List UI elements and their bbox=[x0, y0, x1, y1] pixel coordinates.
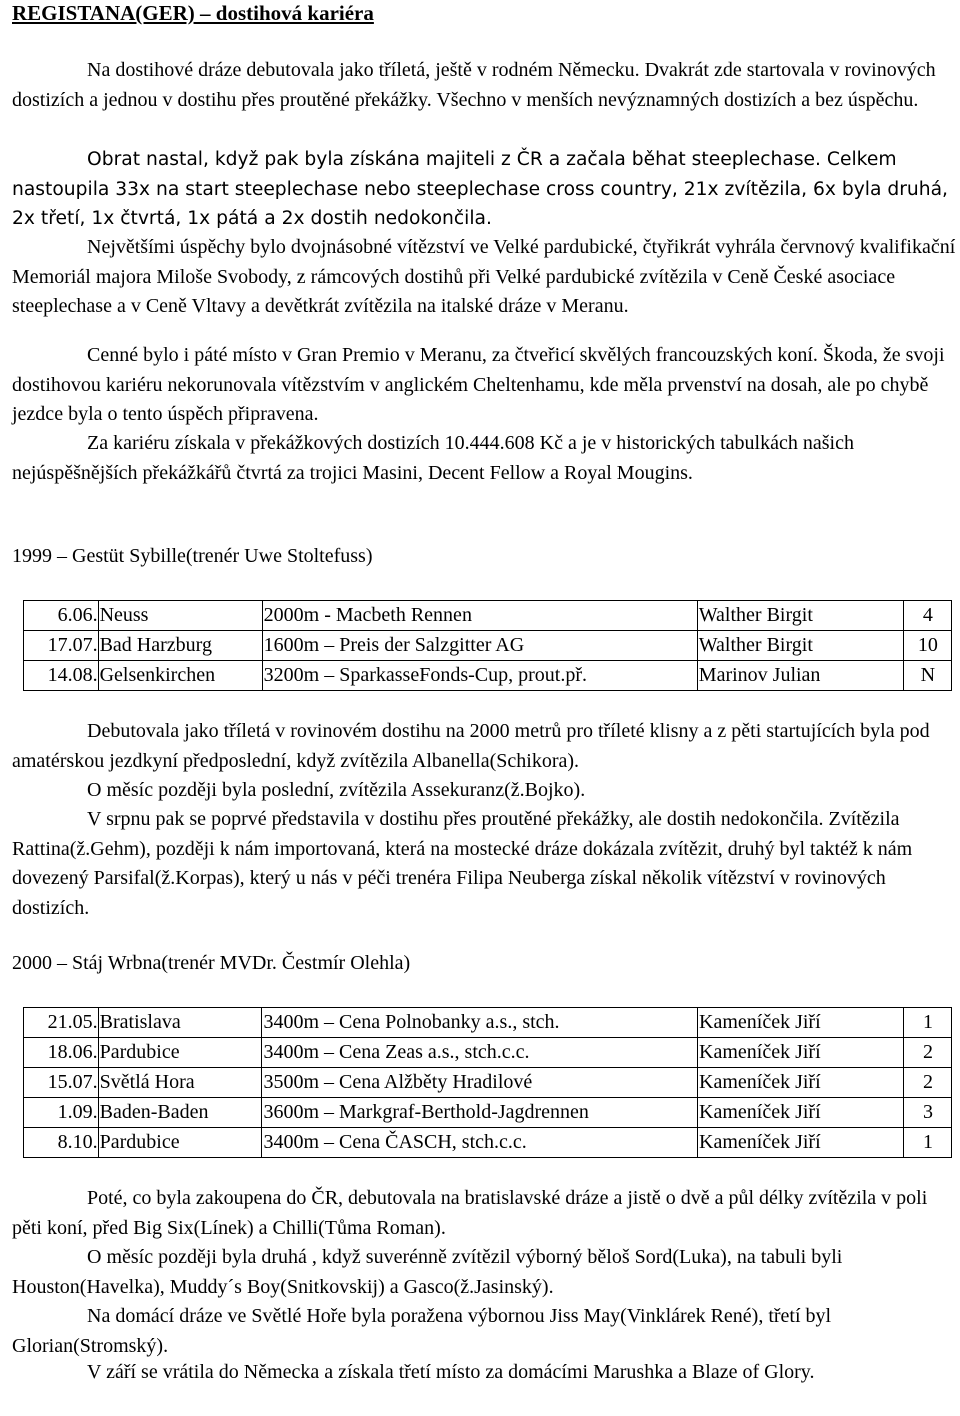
season-1999-paragraph-1: Debutovala jako tříletá v rovinovém dostihu na 2000 metrů pro tříleté klisny a z pěti startujících byla pod amatérskou jezdkyní předposlední, když zvítězila Albanella(Schikora). bbox=[12, 720, 930, 772]
race-position: 2 bbox=[904, 1068, 952, 1098]
race-jockey: Walther Birgit bbox=[697, 631, 903, 661]
table-row bbox=[24, 1068, 952, 1098]
race-date: 18.06. bbox=[24, 1038, 99, 1068]
table-row bbox=[24, 1008, 952, 1038]
table-row bbox=[24, 631, 952, 661]
intro-paragraph-5: Za kariéru získala v překážkových dostizích 10.444.608 Kč a je v historických tabulkách našich nejúspěšnějších překážkářů čtvrtá za trojici Masini, Decent Fellow a Royal Mougins. bbox=[12, 432, 854, 484]
race-place: Bad Harzburg bbox=[98, 631, 262, 661]
race-date: 6.06. bbox=[24, 601, 99, 631]
race-jockey: Kameníček Jiří bbox=[698, 1098, 904, 1128]
race-name: 2000m - Macbeth Rennen bbox=[262, 601, 697, 631]
race-jockey: Kameníček Jiří bbox=[698, 1128, 904, 1158]
race-date: 15.07. bbox=[24, 1068, 99, 1098]
race-position: N bbox=[903, 661, 951, 691]
race-place: Gelsenkirchen bbox=[98, 661, 262, 691]
race-name: 3600m – Markgraf-Berthold-Jagdrennen bbox=[262, 1098, 698, 1128]
race-position: 2 bbox=[904, 1038, 952, 1068]
race-place: Baden-Baden bbox=[98, 1098, 262, 1128]
race-jockey: Kameníček Jiří bbox=[698, 1068, 904, 1098]
intro-paragraph-3: Největšími úspěchy bylo dvojnásobné vítězství ve Velké pardubické, čtyřikrát vyhrála červnový kvalifikační Memoriál majora Miloše Svobody, z rámcových dostihů při Velké pardubické zvítězila v Ceně České asociace steeplechase a v Ceně Vltavy a devětkrát zvítězila na italské dráze v Meranu. bbox=[12, 236, 956, 317]
intro-paragraph-1: Na dostihové dráze debutovala jako tříletá, ještě v rodném Německu. Dvakrát zde startovala v rovinových dostizích a jednou v dostihu přes proutěné překážky. Všechno v menších nevýznamných dostizích a bez úspěchu. bbox=[12, 59, 936, 111]
season-2000-paragraph-3: Na domácí dráze ve Světlé Hoře byla poražena výbornou Jiss May(Vinklárek René), třetí byl Glorian(Stromský). bbox=[12, 1305, 832, 1357]
race-date: 21.05. bbox=[24, 1008, 99, 1038]
table-row bbox=[24, 1098, 952, 1128]
page-title: REGISTANA(GER) – dostihová kariéra bbox=[12, 1, 374, 25]
race-position: 4 bbox=[903, 601, 951, 631]
season-1999-paragraph-2: O měsíc později byla poslední, zvítězila Assekuranz(ž.Bojko). bbox=[87, 779, 586, 801]
race-place: Pardubice bbox=[98, 1128, 262, 1158]
season-2000-paragraph-1: Poté, co byla zakoupena do ČR, debutovala na bratislavské dráze a jistě o dvě a půl délky zvítězila v poli pěti koní, před Big Six(Línek) a Chilli(Tůma Roman). bbox=[12, 1187, 928, 1239]
race-date: 17.07. bbox=[24, 631, 99, 661]
race-name: 3200m – SparkasseFonds-Cup, prout.př. bbox=[262, 661, 697, 691]
race-date: 14.08. bbox=[24, 661, 99, 691]
race-name: 1600m – Preis der Salzgitter AG bbox=[262, 631, 697, 661]
season-2000-paragraph-4: V září se vrátila do Německa a získala třetí místo za domácími Marushka a Blaze of Glory. bbox=[87, 1361, 815, 1383]
race-jockey: Walther Birgit bbox=[697, 601, 903, 631]
table-row bbox=[24, 601, 952, 631]
race-place: Neuss bbox=[98, 601, 262, 631]
race-place: Bratislava bbox=[98, 1008, 262, 1038]
race-name: 3400m – Cena Polnobanky a.s., stch. bbox=[262, 1008, 698, 1038]
race-position: 3 bbox=[904, 1098, 952, 1128]
race-place: Pardubice bbox=[98, 1038, 262, 1068]
season-2000-heading: 2000 – Stáj Wrbna(trenér MVDr. Čestmír Olehla) bbox=[12, 952, 411, 974]
season-1999-heading: 1999 – Gestüt Sybille(trenér Uwe Stoltefuss) bbox=[12, 545, 373, 567]
race-date: 1.09. bbox=[24, 1098, 99, 1128]
race-position: 1 bbox=[904, 1128, 952, 1158]
season-1999-paragraph-3: V srpnu pak se poprvé představila v dostihu přes proutěné překážky, ale dostih nedokončila. Zvítězila Rattina(ž.Gehm), později k nám importovaná, která na mostecké dráze dokázala zvítězit, druhý byl taktéž k nám dovezený Parsifal(ž.Korpas), který u nás v péči trenéra Filipa Neuberga získal několik vítězství v rovinových dostizích. bbox=[12, 808, 913, 919]
race-jockey: Marinov Julian bbox=[697, 661, 903, 691]
table-row bbox=[24, 1128, 952, 1158]
race-name: 3500m – Cena Alžběty Hradilové bbox=[262, 1068, 698, 1098]
season-1999-table bbox=[23, 600, 952, 691]
table-row bbox=[24, 1038, 952, 1068]
intro-paragraph-4: Cenné bylo i páté místo v Gran Premio v Meranu, za čtveřicí skvělých francouzských koní. Škoda, že svoji dostihovou kariéru nekorunovala vítězstvím v anglickém Cheltenhamu, kde měla prvenství na dosah, ale po chybě jezdce byla o tento úspěch připravena. bbox=[12, 344, 945, 425]
intro-paragraph-2: Obrat nastal, když pak byla získána majiteli z ČR a začala běhat steeplechase. Celkem nastoupila 33x na start steeplechase nebo steeplechase cross country, 21x zvítězila, 6x byla druhá, 2x třetí, 1x čtvrtá, 1x pátá a 2x dostih nedokončila. bbox=[12, 149, 948, 229]
season-2000-table bbox=[23, 1007, 952, 1158]
season-2000-paragraph-2: O měsíc později byla druhá , když suverénně zvítězil výborný běloš Sord(Luka), na tabuli byli Houston(Havelka), Muddy´s Boy(Snitkovskij) a Gasco(ž.Jasinský). bbox=[12, 1246, 843, 1298]
race-name: 3400m – Cena Zeas a.s., stch.c.c. bbox=[262, 1038, 698, 1068]
race-position: 1 bbox=[904, 1008, 952, 1038]
race-jockey: Kameníček Jiří bbox=[698, 1008, 904, 1038]
table-row bbox=[24, 661, 952, 691]
race-place: Světlá Hora bbox=[98, 1068, 262, 1098]
race-name: 3400m – Cena ČASCH, stch.c.c. bbox=[262, 1128, 698, 1158]
race-position: 10 bbox=[903, 631, 951, 661]
race-date: 8.10. bbox=[24, 1128, 99, 1158]
race-jockey: Kameníček Jiří bbox=[698, 1038, 904, 1068]
